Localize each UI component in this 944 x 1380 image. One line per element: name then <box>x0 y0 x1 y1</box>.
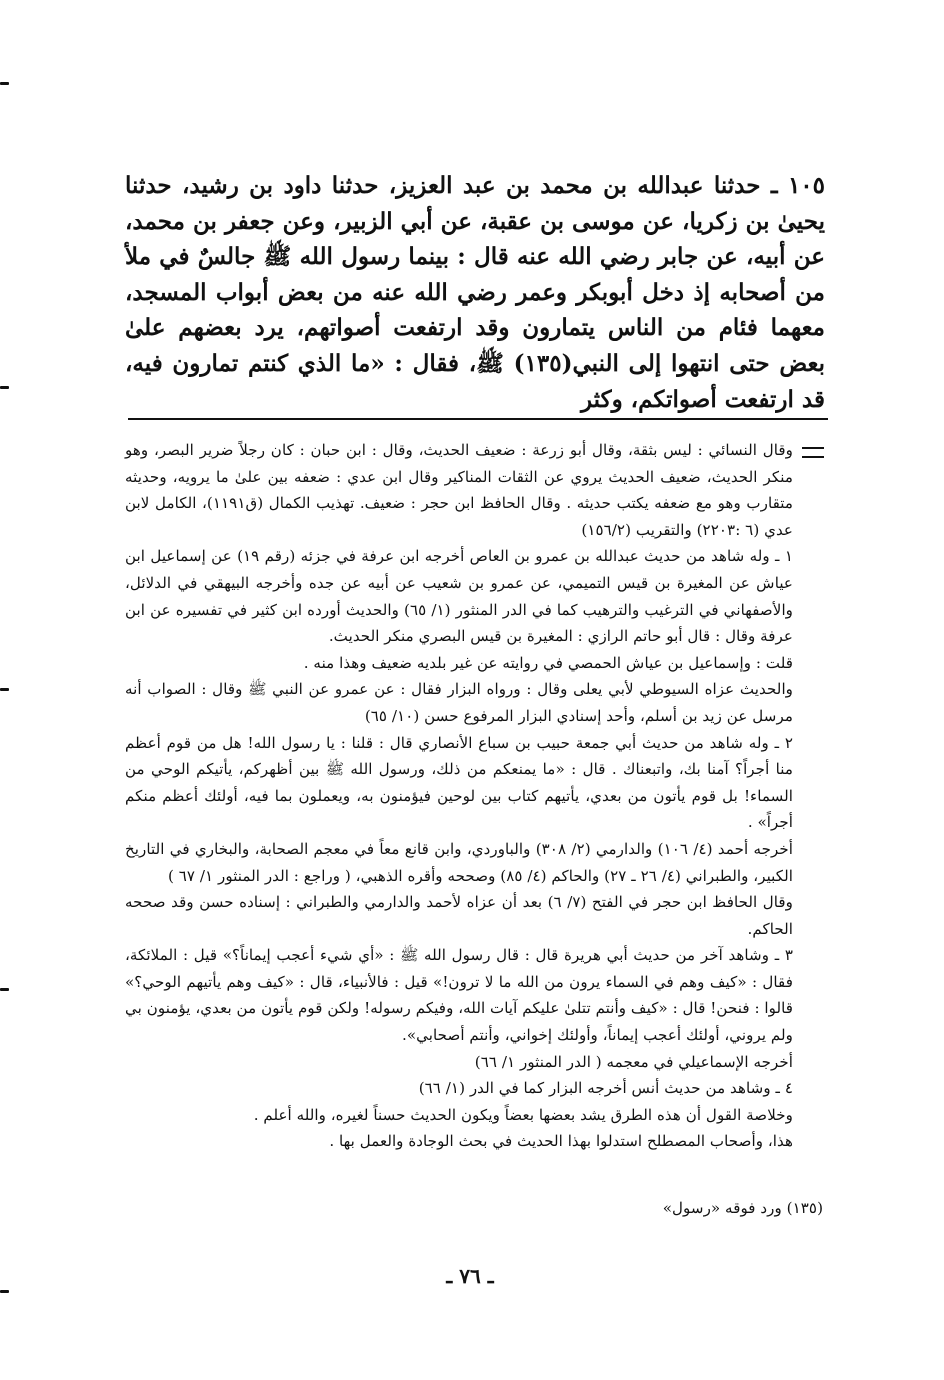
footnote-separator <box>128 418 828 420</box>
footnote-paragraph: أخرجه أحمد (٤/ ١٠٦) والدارمي (٢/ ٣٠٨) والباوردي، وابن قانع معاً في معجم الصحابة، والبخاري في التاريخ الكبير، والطبراني (٤/ ٢٦ ـ ٢٧) والحاكم (٤/ ٨٥) وصححه وأقره الذهبي، ( وراجع : الدر المنثور ١/ ٦٧ ) <box>125 839 793 885</box>
footnote-paragraph: ٣ ـ وشاهد آخر من حديث أبي هريرة قال : قال رسول الله ﷺ : «أي شيء أعجب إيماناً؟» قيل : الملائكة، فقال : «كيف وهم في السماء يرون من الله ما لا ترون!» قيل : فالأنبياء، قال : «كيف وهم يأتيهم الوحي؟» قالوا : فنحن! قال : «كيف وأنتم تتلىٰ عليكم آيات الله، وفيكم رسوله! ولكن قوم يأتون من بعدي، يؤمنون بي ولم يروني، أولئك أعجب إيماناً، وأولئك إخواني، وأنتم أصحابي». <box>125 946 793 1045</box>
margin-mark <box>0 688 9 691</box>
footnote-paragraph: وقال النسائي : ليس بثقة، وقال أبو زرعة : ضعيف الحديث، وقال : ابن حبان : كان رجلاً ضرير البصر، وهو منكر الحديث، ضعيف الحديث يروي عن الثقات المناكير وقال ابن عدي : ضعفه بين علىٰ ما يرويه، وحديثه متقارب وهو مع ضعفه يكتب حديثه . وقال الحافظ ابن حجر : ضعيف. تهذيب الكمال (ق١١٩١)، الكامل لابن عدي (٦ :٢٢٠٣) والتقريب (١٥٦/٢) <box>125 441 793 539</box>
footnote-paragraph: ١ ـ وله شاهد من حديث عبدالله بن عمرو بن العاص أخرجه ابن عرفة في جزئه (رقم ١٩) عن إسماعيل ابن عياش عن المغيرة بن قيس التميمي، عن عمرو بن شعيب عن أبيه عن جده وأخرجه البيهقي في الدلائل، والأصفهاني في الترغيب والترهيب كما في الدر المنثور (١/ ٦٥) والحديث أورده ابن كثير في تفسيره عن ابن عرفة وقال : قال أبو حاتم الرازي : المغيرة بن قيس البصري منكر الحديث. <box>125 547 793 646</box>
footnote-paragraph: وخلاصة القول أن هذه الطرق يشد بعضها بعضاً ويكون الحديث حسناً لغيره، والله أعلم . <box>253 1105 793 1124</box>
footnote-paragraph: أخرجه الإسماعيلي في معجمه ( الدر المنثور ١/ ٦٦) <box>474 1052 793 1071</box>
footnote-paragraph: وقال الحافظ ابن حجر في الفتح (٧/ ٦) بعد أن عزاه لأحمد والدارمي والطبراني : إسناده حسن وقد صححه الحاكم. <box>125 893 793 938</box>
hadith-paragraph: ١٠٥ ـ حدثنا عبدالله بن محمد بن عبد العزيز، حدثنا داود بن رشيد، حدثنا يحيىٰ بن زكريا، عن موسى بن عقبة، عن أبي الزبير، وعن جعفر بن محمد، عن أبيه، عن جابر رضي الله عنه قال : بينما رسول الله ﷺ جالسٌ في ملأ من أصحابه إذ دخل أبوبكر وعمر رضي الله عنه من بعض أبواب المسجد، معهما فئام من الناس يتمارون وقد ارتفعت أصواتهم، يرد بعضهم علىٰ بعض حتى انتهوا إلى النبي(١٣٥) ﷺ، فقال : «ما الذي كنتم تمارون فيه، قد ارتفعت أصواتكم، وكثر <box>125 172 825 413</box>
footnotes <box>125 437 793 1155</box>
footnote-paragraph: قلت : وإسماعيل بن عياش الحمصي في روايته عن غير بلديه ضعيف وهذا منه . <box>303 653 793 672</box>
footnote-paragraph: هذا، وأصحاب المصطلح استدلوا بهذا الحديث في بحث الوجادة والعمل بها . <box>329 1132 793 1151</box>
footnote-paragraph: ٢ ـ وله شاهد من حديث أبي جمعة حبيب بن سباع الأنصاري قال : قلنا : يا رسول الله! هل من قوم أعظم منا أجراً؟ آمنا بك، واتبعناك . قال : «ما يمنعكم من ذلك، ورسول الله ﷺ بين أظهركم، يأتيكم الوحي من السماء! بل قوم يأتون من بعدي، يأتيهم كتاب بين لوحين فيؤمنون به، ويعملون بما فيه، أولئك أعظم منكم أجراً» . <box>125 733 793 832</box>
page-number: ـ ٧٦ ـ <box>446 1264 494 1288</box>
footnote-continuation-mark <box>802 447 824 461</box>
margin-mark <box>0 1290 9 1293</box>
footnote-paragraph: والحديث عزاه السيوطي لأبي يعلى وقال : ورواه البزار فقال : عن عمرو عن النبي ﷺ وقال : الصواب أنه مرسل عن زيد بن أسلم، وأحد إسنادي البزار المرفوع حسن (١٠/ ٦٥) <box>125 680 793 725</box>
margin-mark <box>0 82 9 85</box>
footnote-paragraph: ٤ ـ وشاهد من حديث أنس أخرجه البزار كما في الدر (١/ ٦٦) <box>418 1079 793 1098</box>
margin-mark <box>0 386 9 389</box>
margin-mark <box>0 988 9 991</box>
footnote-135: (١٣٥) ورد فوقه «رسول» <box>662 1199 823 1217</box>
hadith-text <box>125 168 825 417</box>
